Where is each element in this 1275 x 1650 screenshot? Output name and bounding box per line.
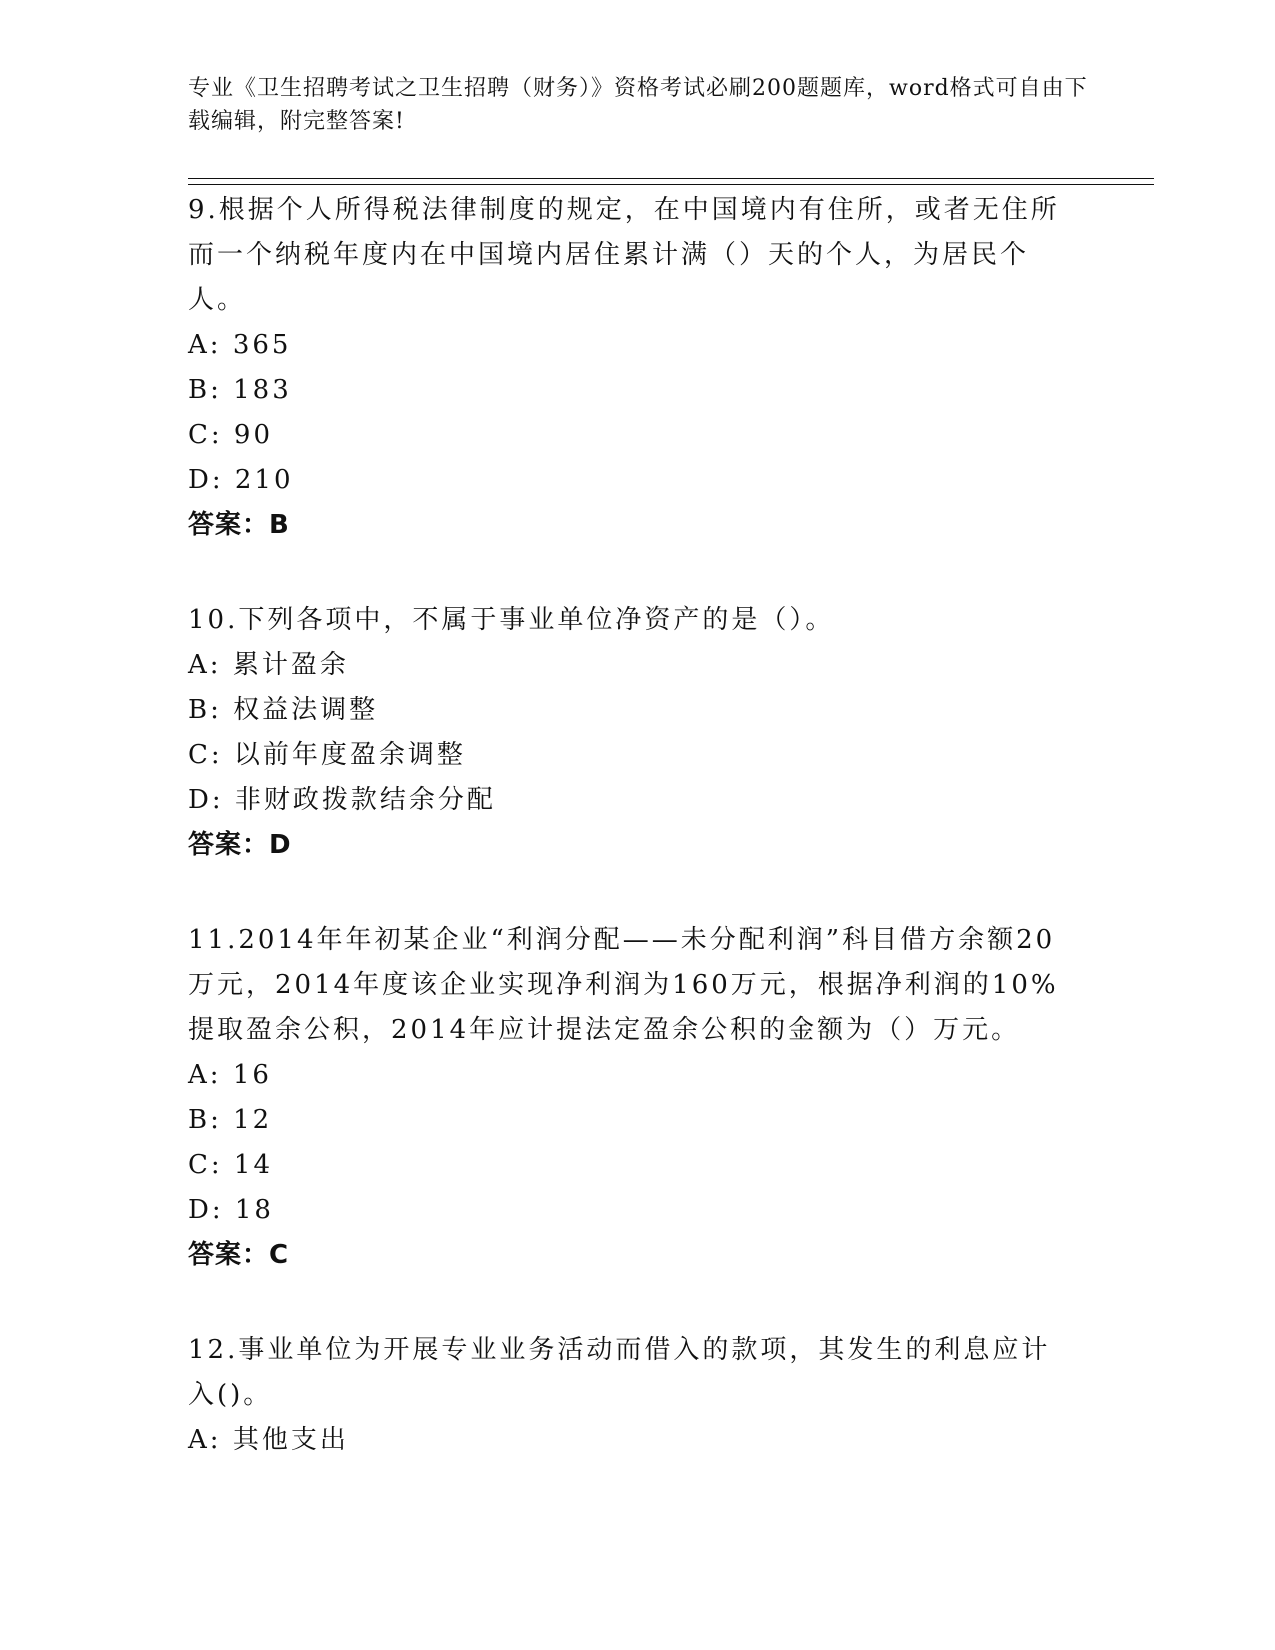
question-stem: 11.2014年年初某企业“利润分配——未分配利润”科目借方余额20万元，2014年度该企业实现净利润为160万元，根据净利润的10%提取盈余公积，2014年应计提法定盈余公积的金额为（）万元。: [188, 925, 1059, 1045]
option-text: 210: [234, 465, 294, 495]
question-12: [188, 1328, 1068, 1463]
option-text: 以前年度盈余调整: [233, 740, 466, 770]
option-text: 非财政拨款结余分配: [234, 785, 496, 815]
option-b: [188, 368, 1068, 413]
option-text: 权益法调整: [233, 695, 379, 725]
option-key: B:: [188, 1105, 222, 1135]
question-stem: 10.下列各项中，不属于事业单位净资产的是（）。: [188, 605, 835, 635]
option-key: B:: [188, 375, 222, 405]
option-d: [188, 1188, 1068, 1233]
option-a: [188, 1053, 1068, 1098]
option-key: A:: [188, 1060, 222, 1090]
answer-label: 答案：C: [188, 1240, 290, 1270]
option-c: [188, 413, 1068, 458]
question-stem: 12.事业单位为开展专业业务活动而借入的款项，其发生的利息应计入()。: [188, 1335, 1051, 1410]
option-key: C:: [188, 740, 223, 770]
header-divider-bottom: [188, 184, 1154, 185]
option-text: 16: [232, 1060, 272, 1090]
option-c: [188, 1143, 1068, 1188]
document-header: 专业《卫生招聘考试之卫生招聘（财务）》资格考试必刷200题题库，word格式可自由下载编辑，附完整答案!: [188, 76, 1088, 134]
option-text: 累计盈余: [232, 650, 349, 680]
question-11: [188, 918, 1068, 1278]
option-text: 183: [233, 375, 292, 405]
option-key: C:: [188, 1150, 223, 1180]
option-b: [188, 1098, 1068, 1143]
question-stem: 9.根据个人所得税法律制度的规定，在中国境内有住所，或者无住所而一个纳税年度内在中国境内居住累计满（）天的个人，为居民个人。: [188, 195, 1060, 315]
answer-label: 答案：D: [188, 830, 292, 860]
option-key: D:: [188, 465, 224, 495]
option-key: A:: [188, 330, 222, 360]
option-a: [188, 323, 1068, 368]
option-d: [188, 458, 1068, 503]
option-key: D:: [188, 1195, 224, 1225]
option-d: [188, 778, 1068, 823]
option-key: D:: [188, 785, 224, 815]
option-text: 90: [233, 420, 274, 450]
option-text: 12: [233, 1105, 273, 1135]
option-text: 14: [233, 1150, 274, 1180]
answer-label: 答案：B: [188, 510, 290, 540]
option-key: B:: [188, 695, 222, 725]
option-text: 365: [232, 330, 292, 360]
option-key: C:: [188, 420, 223, 450]
option-a: [188, 643, 1068, 688]
option-a: [188, 1418, 1068, 1463]
question-10: [188, 598, 1068, 868]
option-key: A:: [188, 650, 222, 680]
option-text: 18: [234, 1195, 274, 1225]
option-b: [188, 688, 1068, 733]
question-9: [188, 188, 1068, 548]
option-c: [188, 733, 1068, 778]
option-text: 其他支出: [232, 1425, 349, 1455]
option-key: A:: [188, 1425, 222, 1455]
header-divider-top: [188, 178, 1154, 179]
